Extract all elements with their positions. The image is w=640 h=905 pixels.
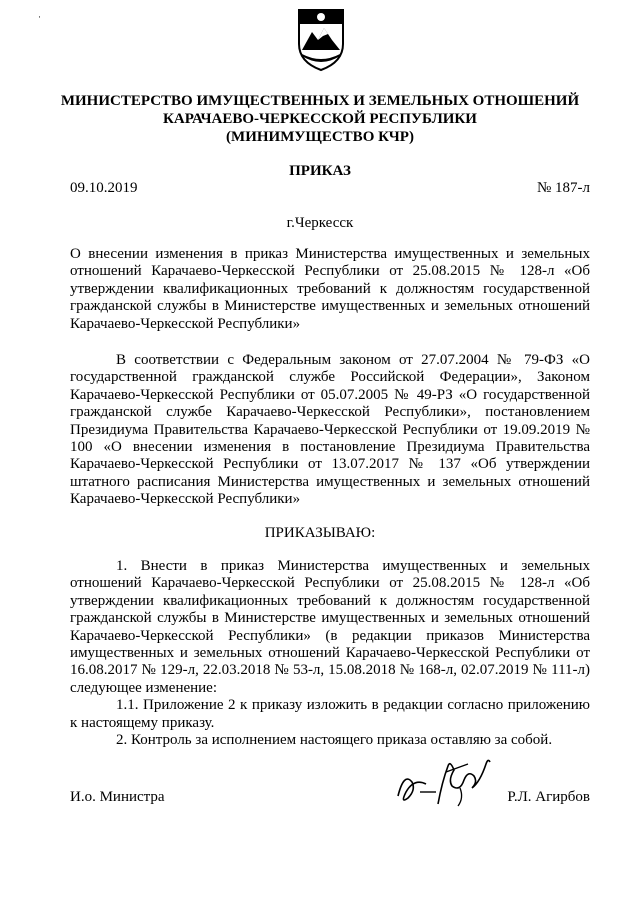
republic-coat-of-arms-icon: [296, 6, 346, 72]
scan-speck-mark: ·: [38, 12, 41, 22]
document-city: г.Черкесск: [286, 215, 354, 231]
document-subject: [70, 246, 590, 333]
ministry-name-line2: КАРАЧАЕВО-ЧЕРКЕССКОЙ РЕСПУБЛИКИ: [163, 111, 477, 127]
order-directive-heading: ПРИКАЗЫВАЮ:: [264, 525, 376, 541]
document-number: № 187-л: [536, 180, 590, 196]
ministry-short-name: (МИНИМУЩЕСТВО КЧР): [226, 129, 414, 145]
subject-text: О внесении изменения в приказ Министерства имущественных и земельных отношений Карачаево-Черкесской Республики от 25.08.2015 № 128-л «Об утверждении квалификационных требований к должностям государственной гражданской службы в Министерстве имущественных и земельных отношений Карачаево-Черкесской Республики»: [70, 246, 590, 332]
document-preamble: [70, 352, 590, 509]
document-type-title: ПРИКАЗ: [289, 163, 351, 179]
document-date: 09.10.2019: [70, 180, 138, 196]
order-item-1-1: 1.1. Приложение 2 к приказу изложить в редакции согласно приложению к настоящему приказу.: [70, 697, 590, 731]
order-item-1: 1. Внести в приказ Министерства имущественных и земельных отношений Карачаево-Черкесской Республики от 25.08.2015 № 128-л «Об утверждении квалификационных требований к должностям государственной гражданской службы в Министерстве имущественных и земельных отношений Карачаево-Черкесской Республики» (в редакции приказов Министерства имущественных и земельных отношений Карачаево-Черкесской Республики от 16.08.2017 № 129-л, 22.03.2018 № 53-л, 15.08.2018 № 168-л, 02.07.2019 № 111-л) следующее изменение:: [70, 558, 590, 696]
signatory-name: Р.Л. Агирбов: [507, 789, 590, 805]
signatory-title: И.о. Министра: [70, 789, 165, 805]
order-item-2: 2. Контроль за исполнением настоящего приказа оставляю за собой.: [116, 732, 553, 749]
preamble-text: В соответствии с Федеральным законом от 27.07.2004 № 79-ФЗ «О государственной гражданской службе Российской Федерации», Законом Карачаево-Черкесской Республики от 05.07.2005 № 49-РЗ «О государственной гражданской службе Карачаево-Черкесской Республики», постановлением Президиума Правительства Карачаево-Черкесской Республики от 19.09.2019 № 100 «О внесении изменения в постановление Президиума Правительства Карачаево-Черкесской Республики от 13.07.2017 № 137 «Об утверждении штатного расписания Министерства имущественных и земельных отношений Карачаево-Черкесской Республики»: [70, 352, 590, 508]
ministry-name-line1: МИНИСТЕРСТВО ИМУЩЕСТВЕННЫХ И ЗЕМЕЛЬНЫХ ОТНОШЕНИЙ: [60, 93, 580, 109]
handwritten-signature-icon: [390, 752, 500, 814]
ministry-header: [40, 92, 600, 146]
order-items: [70, 558, 590, 749]
